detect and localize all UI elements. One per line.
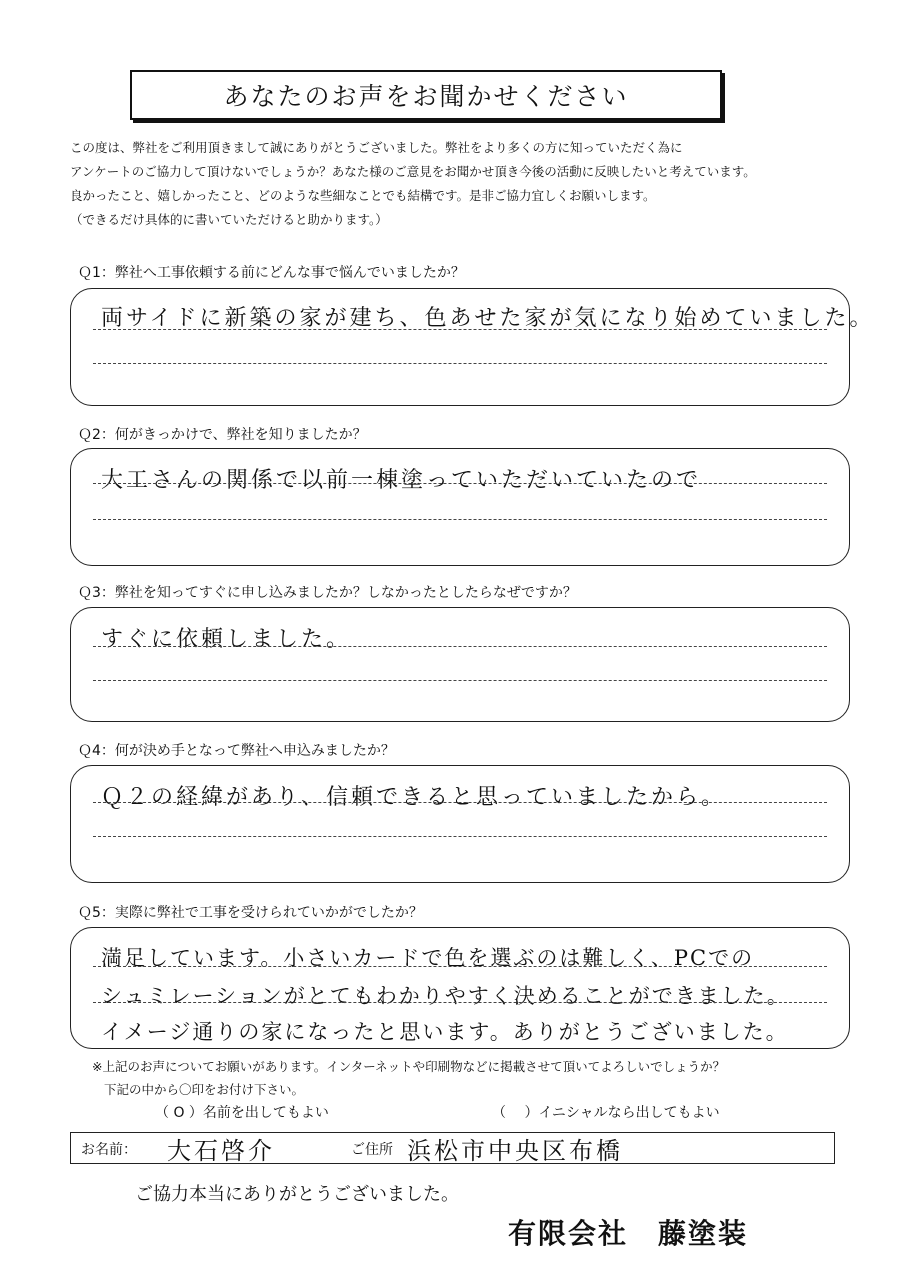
question-2-label: Ｑ2：何がきっかけで、弊社を知りましたか？ [78, 427, 367, 443]
answer-rule [93, 966, 827, 967]
question-3-label: Ｑ3：弊社を知ってすぐに申し込みましたか？しなかったとしたらなぜですか？ [78, 585, 577, 601]
name-address-box [70, 1132, 835, 1164]
intro-line: アンケートのご協力して頂けないでしょうか？あなた様のご意見をお聞かせ頂き今後の活動に反映したいと考えています。 [70, 164, 756, 179]
address-value: 浜松市中央区布橋 [407, 1137, 623, 1165]
answer-2-line-1: 大工さんの関係で以前一棟塗っていただいていたので [101, 468, 702, 493]
option-name-ok: （ O ）名前を出してもよい [155, 1105, 329, 1121]
answer-rule [93, 802, 827, 803]
name-value: 大石啓介 [167, 1137, 275, 1165]
answer-box-1 [70, 288, 875, 406]
answer-rule [93, 363, 827, 364]
page-title [130, 70, 722, 120]
answer-5-line-3: イメージ通りの家になったと思います。ありがとうございました。 [101, 1020, 789, 1044]
answer-rule [93, 836, 827, 837]
answer-box-3 [70, 607, 850, 722]
option-initial-ok: （ ）イニシャルなら出してもよい [492, 1105, 720, 1121]
answer-box-5 [70, 927, 850, 1049]
answer-1-line-1: 両サイドに新築の家が建ち、色あせた家が気になり始めていました。 [101, 306, 875, 331]
answer-rule [93, 329, 827, 330]
answer-rule [93, 519, 827, 520]
address-label: ご住所 [351, 1142, 393, 1158]
name-label: お名前： [81, 1142, 137, 1158]
intro-line: この度は、弊社をご利用頂きまして誠にありがとうございました。弊社をより多くの方に知っていただく為に [70, 140, 683, 155]
consent-note: ※上記のお声についてお願いがあります。インターネットや印刷物などに掲載させて頂いてよろしいでしょうか？ [92, 1059, 726, 1074]
answer-rule [93, 680, 827, 681]
page-title-text: あなたのお声をお聞かせください [223, 82, 629, 111]
intro-text [70, 136, 890, 232]
answer-3-line-1: すぐに依頼しました。 [101, 627, 352, 652]
question-4-label: Ｑ4：何が決め手となって弊社へ申込みましたか？ [78, 743, 395, 759]
intro-line: 良かったこと、嬉しかったこと、どのような些細なことでも結構です。是非ご協力宜しくお願いします。 [70, 188, 656, 203]
answer-rule [93, 1002, 827, 1003]
intro-line: （できるだけ具体的に書いていただけると助かります。） [70, 212, 388, 227]
consent-instruction: 下記の中から〇印をお付け下さい。 [104, 1082, 305, 1097]
answer-rule [93, 483, 827, 484]
question-5-label: Ｑ5：実際に弊社で工事を受けられていかがでしたか？ [78, 905, 423, 921]
answer-4-line-1: Ｑ２の経緯があり、信頼できると思っていましたから。 [101, 785, 727, 810]
answer-box-4 [70, 765, 850, 883]
thanks-message: ご協力本当にありがとうございました。 [135, 1184, 459, 1205]
company-name: 有限会社 藤塗装 [508, 1217, 749, 1250]
answer-5-line-1: 満足しています。小さいカードで色を選ぶのは難しく、PCでの [101, 946, 755, 970]
answer-box-2 [70, 448, 850, 566]
question-1-label: Ｑ1：弊社へ工事依頼する前にどんな事で悩んでいましたか？ [78, 265, 465, 281]
answer-5-line-2: シュミレーションがとてもわかりやすく決めることができました。 [101, 984, 790, 1008]
answer-rule [93, 646, 827, 647]
